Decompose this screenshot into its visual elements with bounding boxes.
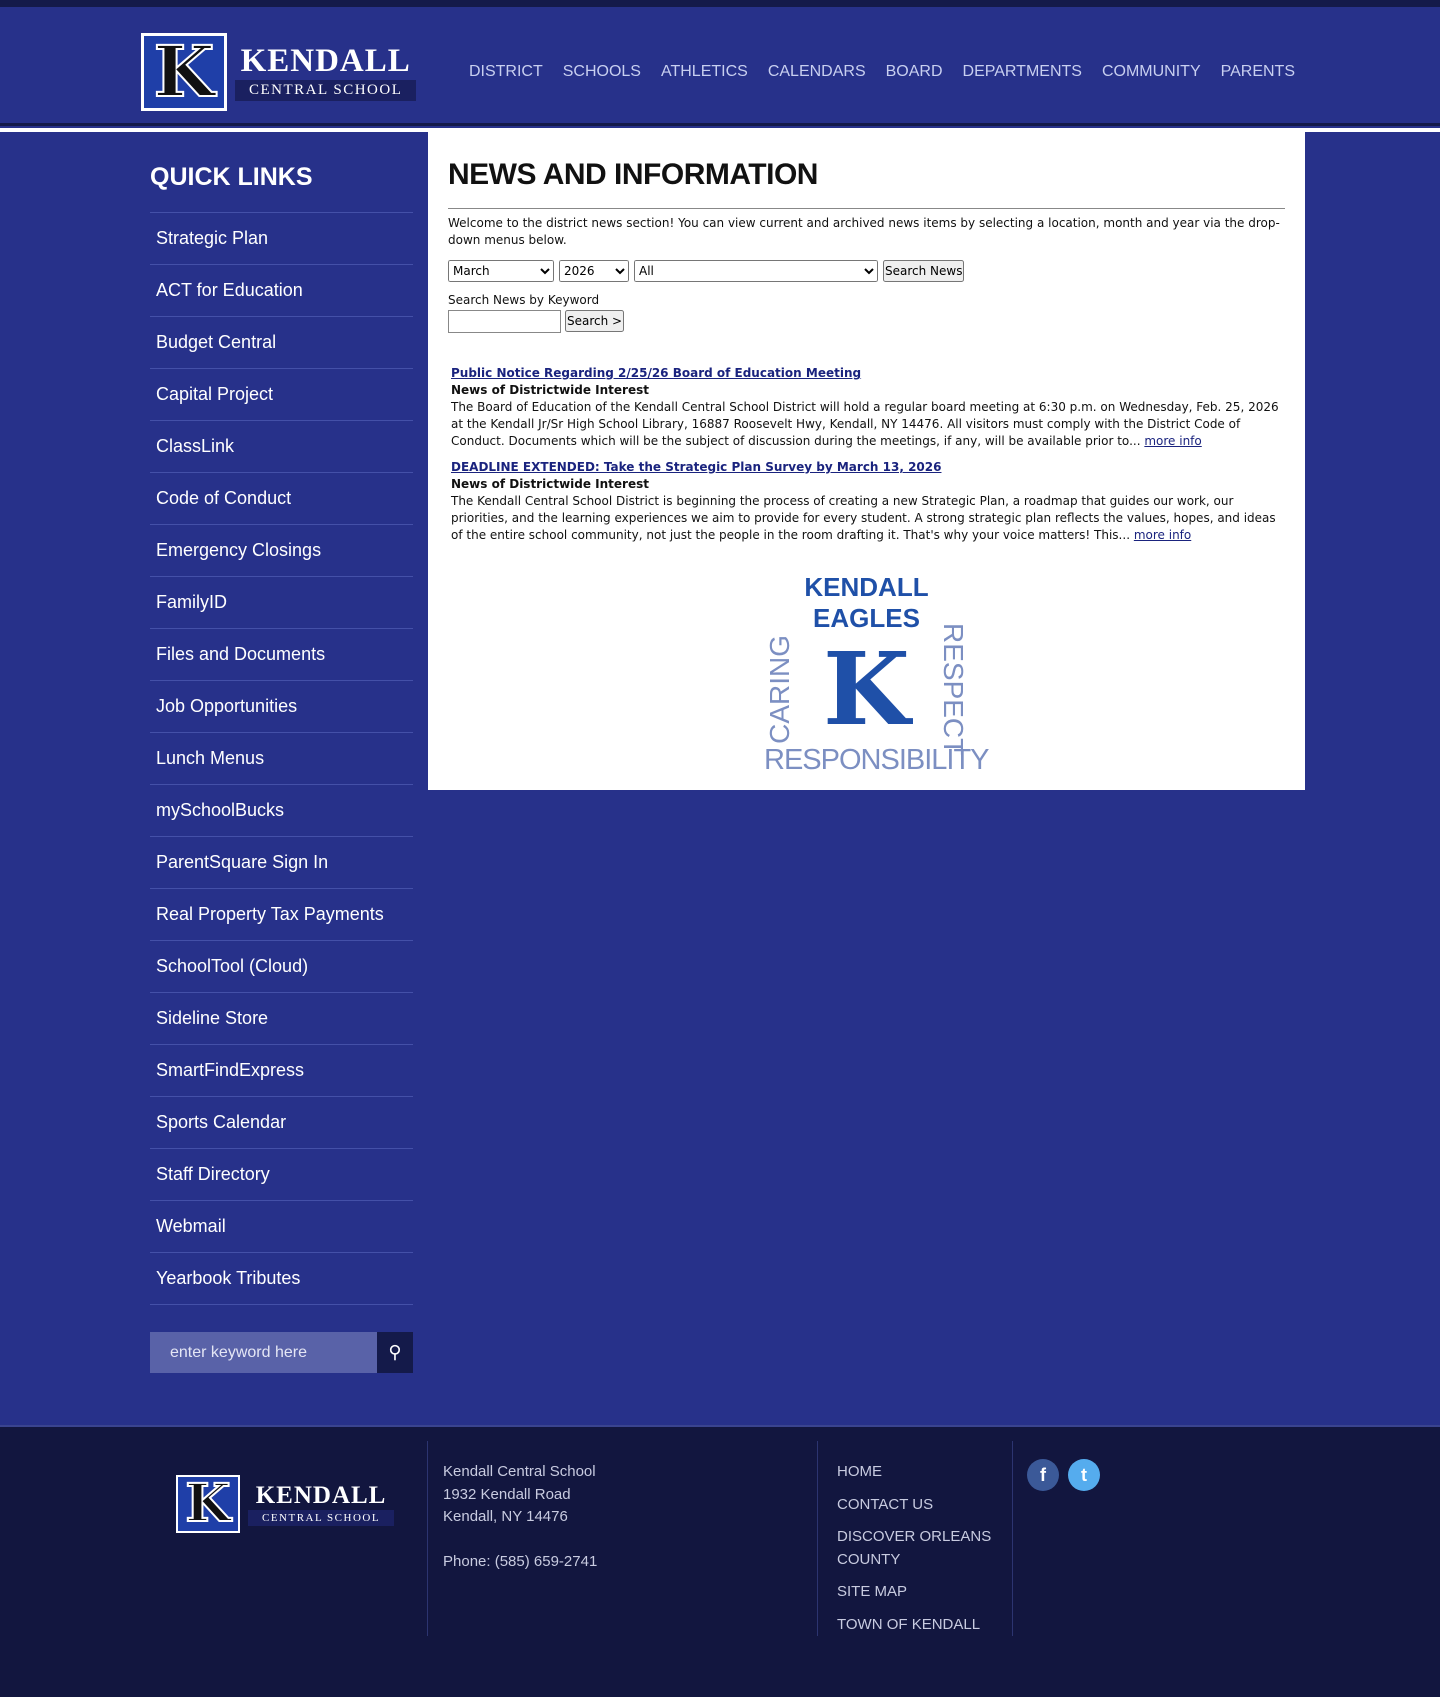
quick-link[interactable]: Lunch Menus: [150, 732, 413, 784]
footer-address: [443, 1461, 597, 1573]
phone: Phone: (585) 659-2741: [443, 1552, 598, 1570]
logo-title: KENDALL: [255, 1482, 387, 1509]
divider: [427, 1441, 428, 1636]
nav-athletics[interactable]: ATHLETICS: [660, 63, 748, 80]
site-search: [150, 1332, 413, 1373]
top-strip: [0, 0, 1440, 7]
header: [0, 7, 1440, 126]
news-item: [451, 459, 1285, 544]
quick-link[interactable]: Files and Documents: [150, 628, 413, 680]
quick-links-title: QUICK LINKS: [150, 163, 313, 191]
quick-link[interactable]: ACT for Education: [150, 264, 413, 316]
quick-link[interactable]: ClassLink: [150, 420, 413, 472]
news-list: [448, 365, 1285, 544]
nav-calendars[interactable]: CALENDARS: [767, 63, 866, 80]
quick-link[interactable]: Emergency Closings: [150, 524, 413, 576]
quick-link[interactable]: Real Property Tax Payments: [150, 888, 413, 940]
main-nav: [469, 63, 1295, 81]
news-filters: [448, 260, 1285, 282]
news-body: The Kendall Central School District is beginning the process of creating a new Strategic Plan, a roadmap that guides our work, our priorities, and the learning experiences we aim to provide for every student. A strong strategic plan reflects the values, hopes, and ideas of the entire school community, not just the people in the room drafting it. That's why your voice matters! This...: [451, 494, 1276, 542]
eagles-title: KENDALL EAGLES: [804, 572, 929, 633]
news-category: News of Districtwide Interest: [451, 383, 649, 397]
quick-link[interactable]: ParentSquare Sign In: [150, 836, 413, 888]
facebook-icon[interactable]: f: [1027, 1459, 1059, 1491]
footer-links: [837, 1461, 997, 1646]
site-search-button[interactable]: [377, 1332, 413, 1373]
quick-link[interactable]: mySchoolBucks: [150, 784, 413, 836]
more-info-link[interactable]: more info: [1144, 434, 1202, 448]
footer-link-home[interactable]: HOME: [837, 1463, 882, 1480]
site-search-input[interactable]: [150, 1332, 377, 1373]
keyword-input[interactable]: [448, 310, 561, 333]
logo-subtitle: CENTRAL SCHOOL: [248, 1510, 394, 1526]
quick-link[interactable]: Capital Project: [150, 368, 413, 420]
quick-link[interactable]: Webmail: [150, 1200, 413, 1252]
search-news-button[interactable]: Search News: [883, 260, 964, 282]
quick-link[interactable]: Yearbook Tributes: [150, 1252, 413, 1304]
nav-district[interactable]: DISTRICT: [468, 63, 543, 80]
footer-logo[interactable]: [176, 1475, 394, 1533]
quick-link[interactable]: Code of Conduct: [150, 472, 413, 524]
nav-board[interactable]: BOARD: [885, 63, 943, 80]
footer-link-contact[interactable]: CONTACT US: [837, 1495, 934, 1513]
keyword-search-button[interactable]: Search >: [565, 310, 624, 332]
nav-community[interactable]: COMMUNITY: [1101, 63, 1201, 80]
quick-link[interactable]: SmartFindExpress: [150, 1044, 413, 1096]
intro-text: Welcome to the district news section! You can view current and archived news items by selecting a location, month and year via the drop-down menus below.: [448, 216, 1280, 247]
divider: [817, 1441, 818, 1636]
nav-schools[interactable]: SCHOOLS: [562, 63, 641, 80]
more-info-link[interactable]: more info: [1133, 528, 1192, 542]
footer-link-orleans[interactable]: DISCOVER ORLEANS COUNTY: [837, 1528, 992, 1568]
eagles-caring: CARING: [764, 634, 795, 744]
twitter-icon[interactable]: t: [1068, 1459, 1100, 1491]
page-title: NEWS AND INFORMATION: [448, 158, 1285, 209]
quick-link[interactable]: Sports Calendar: [150, 1096, 413, 1148]
eagles-responsibility: RESPONSIBILITY: [764, 744, 989, 776]
divider: [1012, 1441, 1013, 1636]
keyword-label: Search News by Keyword: [448, 293, 600, 307]
main-content: [428, 132, 1305, 790]
news-body: The Board of Education of the Kendall Central School District will hold a regular board meeting at 6:30 p.m. on Wednesday, Feb. 25, 2026 at the Kendall Jr/Sr High School Library, 16887 Roosevelt Hwy, Kendall, NY 14476. All visitors must comply with the District Code of Conduct. Documents which will be the subject of discussion during the meetings, if any, will be available prior to...: [451, 400, 1279, 448]
month-select[interactable]: [448, 260, 554, 282]
quick-link[interactable]: Staff Directory: [150, 1148, 413, 1200]
quick-link[interactable]: FamilyID: [150, 576, 413, 628]
quick-link[interactable]: Sideline Store: [150, 992, 413, 1044]
news-item: [451, 365, 1285, 450]
quick-link[interactable]: SchoolTool (Cloud): [150, 940, 413, 992]
eagles-respect: RESPECT: [937, 622, 969, 756]
footer-link-sitemap[interactable]: SITE MAP: [837, 1583, 908, 1600]
site-logo[interactable]: [141, 30, 416, 113]
city: Kendall, NY 14476: [443, 1508, 568, 1525]
street: 1932 Kendall Road: [443, 1485, 571, 1503]
news-title-link[interactable]: DEADLINE EXTENDED: Take the Strategic Plan Survey by March 13, 2026: [451, 460, 942, 474]
quick-link[interactable]: Job Opportunities: [150, 680, 413, 732]
school-name: Kendall Central School: [443, 1463, 596, 1480]
logo-subtitle: CENTRAL SCHOOL: [235, 80, 416, 101]
news-category: News of Districtwide Interest: [451, 477, 649, 491]
quick-links-sidebar: [150, 160, 413, 1305]
k-eagle-icon: K: [823, 630, 910, 748]
k-eagle-icon: K: [176, 1475, 240, 1533]
quick-link[interactable]: Strategic Plan: [150, 212, 413, 264]
year-select[interactable]: [559, 260, 629, 282]
social-links: [1027, 1459, 1100, 1491]
kendall-eagles-logo: [764, 572, 989, 776]
nav-parents[interactable]: PARENTS: [1220, 63, 1295, 80]
footer-link-town[interactable]: TOWN OF KENDALL: [837, 1615, 981, 1633]
divider: [150, 1304, 413, 1305]
search-icon: ⚲: [388, 1342, 402, 1362]
nav-departments[interactable]: DEPARTMENTS: [962, 63, 1082, 80]
k-eagle-icon: K: [141, 33, 227, 111]
news-title-link[interactable]: Public Notice Regarding 2/25/26 Board of Education Meeting: [451, 366, 862, 380]
location-select[interactable]: [634, 260, 878, 282]
logo-title: KENDALL: [240, 43, 411, 79]
footer: [0, 1425, 1440, 1697]
quick-link[interactable]: Budget Central: [150, 316, 413, 368]
